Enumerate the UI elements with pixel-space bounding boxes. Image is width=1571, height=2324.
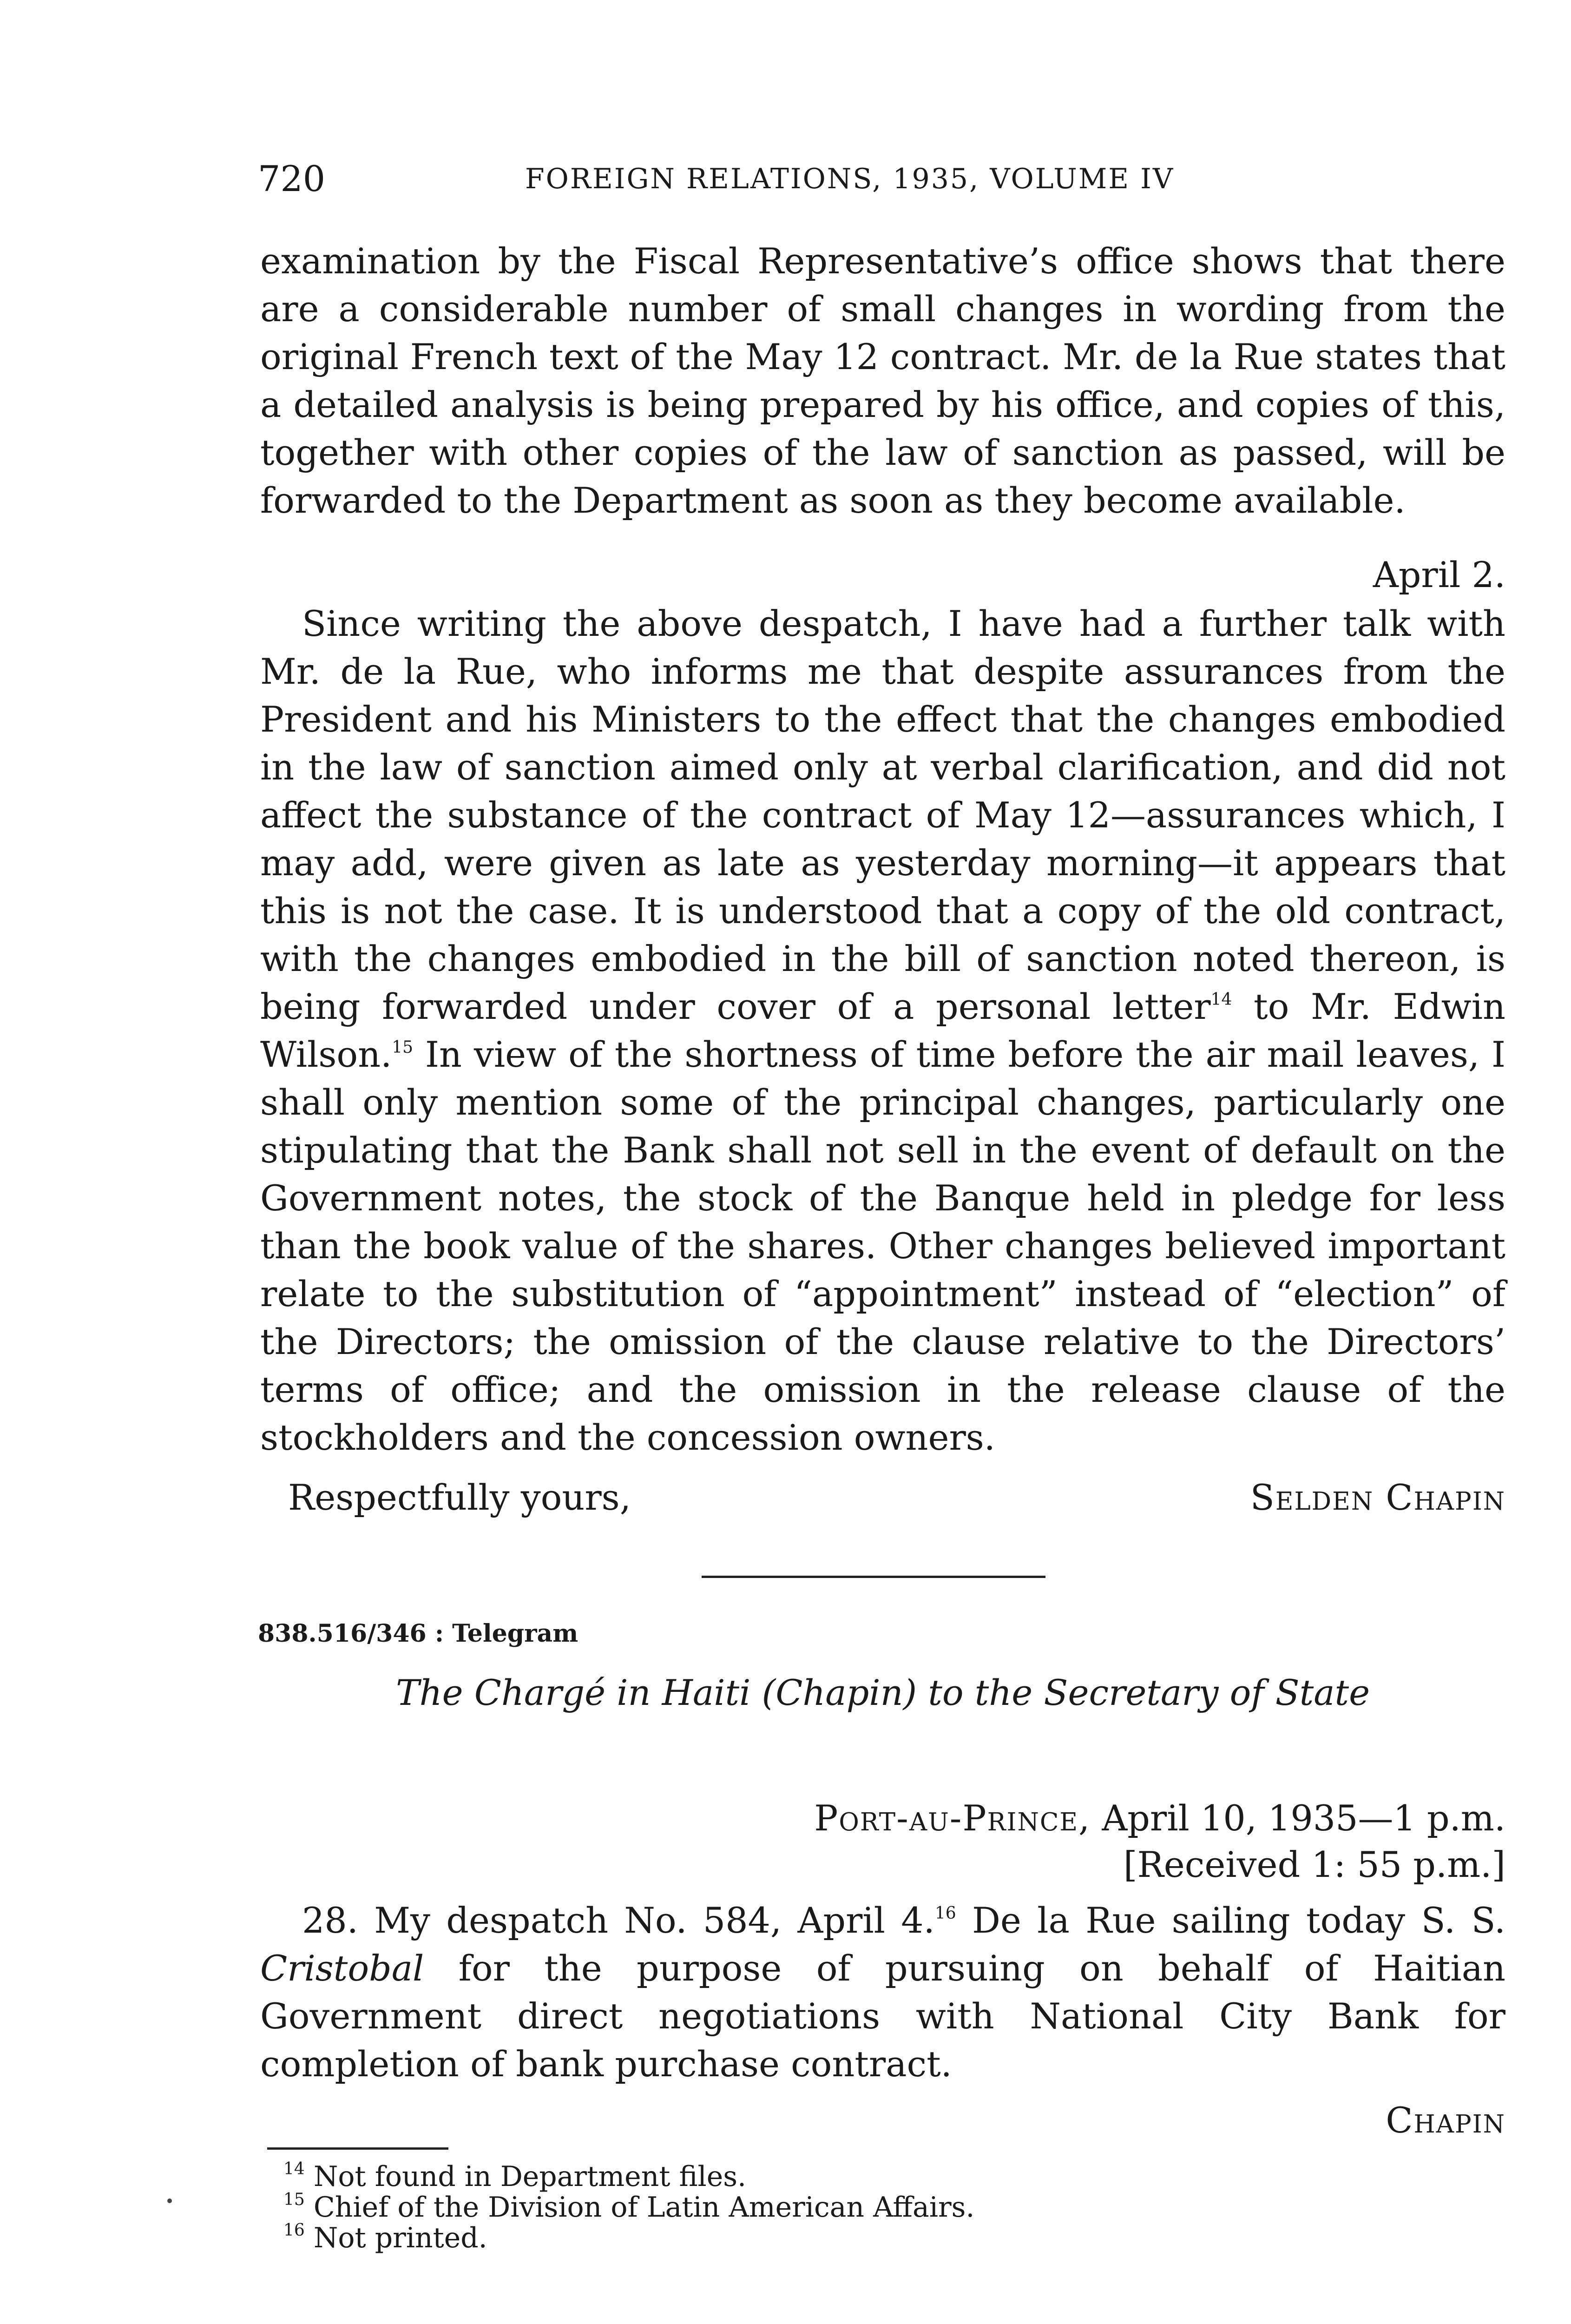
page-header	[258, 153, 1266, 205]
dateline-date: April 10, 1935—1 p.m.	[1091, 1797, 1505, 1839]
footnote-ref: 16	[934, 1904, 956, 1923]
signer-name: Selden Chapin	[1250, 1477, 1505, 1518]
received-line: [Received 1: 55 p.m.]	[1123, 1844, 1505, 1885]
footnote	[283, 2223, 1399, 2253]
document-title: The Chargé in Haiti (Chapin) to the Secretary of State	[395, 1672, 1370, 1713]
footnote-mark: 15	[283, 2190, 305, 2210]
footnote-ref: 15	[392, 1038, 414, 1057]
footnote	[283, 2192, 1399, 2223]
paragraph-text	[260, 1896, 1505, 2088]
paragraph-text-part: to Mr. Edwin Wilson.	[260, 986, 1505, 1075]
despatch-paragraph-2	[260, 600, 1505, 1461]
footnote-text: Not found in Department files.	[304, 2160, 747, 2193]
despatch-signoff	[260, 1473, 1505, 1521]
footnote-text: Not printed.	[304, 2222, 487, 2254]
closing-line: Respectfully yours,	[288, 1477, 631, 1518]
file-reference: 838.516/346 : Telegram	[258, 1619, 578, 1648]
paragraph-text-part: for the purpose of pursuing on behalf of Haitian Government direct negotiations with National City Bank for completion of bank purchase contract.	[260, 1948, 1505, 2085]
footnote-text: Chief of the Division of Latin American Affairs.	[304, 2191, 975, 2224]
paragraph-text-part: 28. My despatch No. 584, April 4.	[302, 1900, 935, 1941]
scan-speck	[167, 2199, 172, 2203]
telegram-body	[260, 1896, 1505, 2088]
ship-name: Cristobal	[260, 1948, 424, 1989]
footnote-ref: 14	[1210, 990, 1232, 1010]
paragraph-text: examination by the Fiscal Representative’s office shows that there are a considerable number of small changes in wording from the original French text of the May 12 contract. Mr. de la Rue states that a detailed analysis is being prepared by his office, and copies of this, together with other copies of the law of sanction as passed, will be forwarded to the Department as soon as they become available.	[260, 240, 1505, 521]
footnote-mark: 16	[283, 2221, 305, 2240]
footnotes	[283, 2161, 1399, 2253]
paragraph-text	[260, 600, 1505, 1461]
footnote-mark: 14	[283, 2159, 305, 2179]
postscript-date: April 2.	[1373, 554, 1505, 595]
paragraph-text-part: De la Rue sailing today S. S.	[956, 1900, 1505, 1941]
dateline-place: Port-au-Prince,	[814, 1797, 1091, 1839]
footnote-divider	[267, 2147, 448, 2150]
paragraph-text-part: In view of the shortness of time before the air mail leaves, I shall only mention some of the principal changes, particularly one stipulating that the Bank shall not sell in the event of default on the Government notes, the stock of the Banque held in pledge for less than the book value of the shares. Other changes believed important relate to the substitution of “appointment” instead of “election” of the Directors; the omission of the clause relative to the Directors’ terms of office; and the omission in the release clause of the stockholders and the concession owners.	[260, 1034, 1505, 1458]
paragraph-text-part: Since writing the above despatch, I have had a further talk with Mr. de la Rue, who informs me that despite assurances from the President and his Ministers to the effect that the changes embodied in the law of sanction aimed only at verbal clarification, and did not affect the substance of the contract of May 12—assurances which, I may add, were given as late as yesterday morning—it appears that this is not the case. It is understood that a copy of the old contract, with the changes embodied in the bill of sanction noted thereon, is being forwarded under cover of a personal letter	[260, 603, 1505, 1027]
dateline	[260, 1794, 1505, 1842]
telegram-signature: Chapin	[1386, 2100, 1505, 2141]
despatch-paragraph-1	[260, 237, 1505, 524]
running-head: FOREIGN RELATIONS, 1935, VOLUME IV	[525, 163, 1175, 195]
section-divider	[702, 1576, 1045, 1578]
footnote	[283, 2161, 1399, 2192]
page-number: 720	[258, 158, 326, 199]
